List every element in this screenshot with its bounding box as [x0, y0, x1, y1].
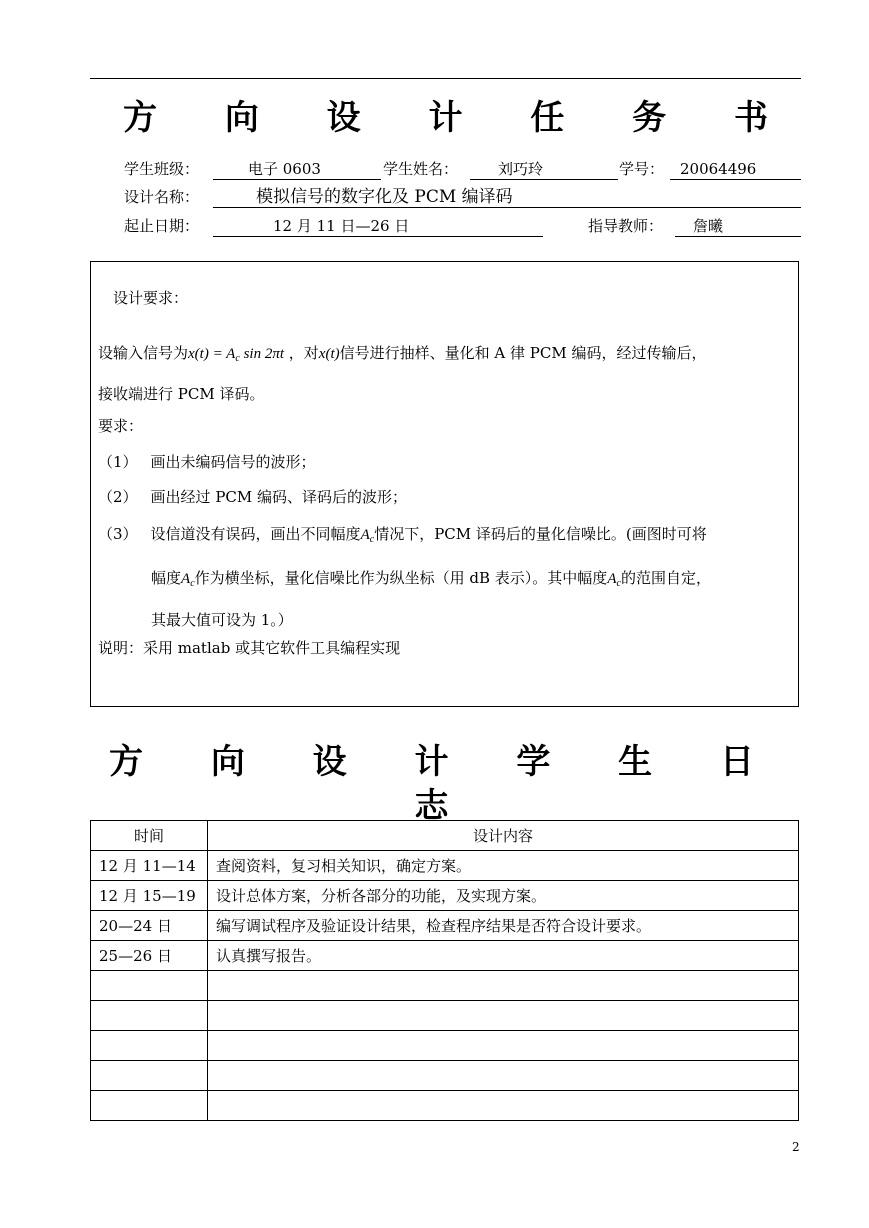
- table-row: [91, 851, 799, 881]
- item-2-text: 画出经过 PCM 编码、译码后的波形；: [150, 488, 408, 506]
- formula-tail: sin 2πt: [239, 346, 284, 362]
- name-field: [470, 159, 618, 180]
- header-time: 时间: [91, 821, 208, 851]
- date-field: [213, 216, 543, 237]
- content-cell: [208, 1031, 799, 1061]
- item-3-line2-c: 的范围自定，: [620, 569, 711, 587]
- table-row: [91, 1091, 799, 1121]
- item-1: [98, 452, 316, 472]
- table-row: [91, 1031, 799, 1061]
- intro-text-a: 设输入信号为: [98, 344, 189, 362]
- amplitude-symbol: A: [181, 571, 191, 587]
- requirements-intro-line2: 接收端进行 PCM 译码。: [98, 385, 265, 403]
- table-row: [91, 941, 799, 971]
- item-3-line2: [151, 568, 711, 594]
- content-cell: 设计总体方案，分析各部分的功能，及实现方案。: [208, 881, 799, 911]
- signal-xt: x(t): [318, 346, 340, 362]
- time-cell: 20—24 日: [91, 911, 208, 941]
- item-1-number: （1）: [98, 453, 138, 471]
- design-label: 设计名称：: [124, 188, 200, 206]
- item-3-text-b: 情况下，PCM 译码后的量化信噪比。(画图时可将: [374, 525, 707, 543]
- requirements-heading: 设计要求：: [113, 289, 189, 307]
- item-3-number: （3）: [98, 525, 138, 543]
- time-cell: 25—26 日: [91, 941, 208, 971]
- requirements-intro: [98, 343, 706, 369]
- time-cell: [91, 1061, 208, 1091]
- header-content: 设计内容: [208, 821, 799, 851]
- id-field: [670, 159, 801, 180]
- item-1-text: 画出未编码信号的波形；: [150, 453, 316, 471]
- log-table: [90, 820, 799, 1121]
- design-field: [213, 187, 801, 208]
- time-cell: [91, 1031, 208, 1061]
- amplitude-symbol: A: [607, 571, 617, 587]
- design-value: 模拟信号的数字化及 PCM 编译码: [256, 187, 513, 207]
- class-field: [213, 159, 381, 180]
- time-cell: 12 月 11—14: [91, 851, 208, 881]
- content-cell: [208, 1001, 799, 1031]
- item-3-line2-a: 幅度: [151, 569, 182, 587]
- content-cell: [208, 1091, 799, 1121]
- name-value: 刘巧玲: [498, 160, 544, 178]
- content-cell: [208, 971, 799, 1001]
- time-cell: 12 月 15—19: [91, 881, 208, 911]
- amplitude-subscript: c: [369, 534, 375, 545]
- amplitude-symbol: A: [360, 527, 370, 543]
- amplitude-subscript: c: [616, 578, 621, 589]
- content-cell: 查阅资料，复习相关知识，确定方案。: [208, 851, 799, 881]
- requirements-label: 要求：: [98, 417, 144, 435]
- intro-text-c: 信号进行抽样、量化和 A 律 PCM 编码，经过传输后，: [339, 344, 707, 362]
- log-table-header: [91, 821, 799, 851]
- table-row: [91, 911, 799, 941]
- time-cell: [91, 1091, 208, 1121]
- task-title: 方 向 设 计 任 务 书: [122, 98, 797, 138]
- id-value: 20064496: [680, 160, 757, 178]
- table-row: [91, 971, 799, 1001]
- name-label: 学生姓名：: [383, 160, 459, 178]
- content-cell: 认真撰写报告。: [208, 941, 799, 971]
- formula-sub: c: [235, 353, 240, 364]
- time-cell: [91, 971, 208, 1001]
- item-2-number: （2）: [98, 488, 138, 506]
- table-row: [91, 1001, 799, 1031]
- log-title: 方 向 设 计 学 生 日 志: [108, 742, 783, 826]
- class-label: 学生班级：: [124, 160, 200, 178]
- item-2: [98, 487, 407, 507]
- content-cell: 编写调试程序及验证设计结果，检查程序结果是否符合设计要求。: [208, 911, 799, 941]
- teacher-label: 指导教师：: [588, 217, 664, 235]
- table-row: [91, 881, 799, 911]
- teacher-field: [675, 216, 801, 237]
- requirements-box: [90, 261, 799, 707]
- date-label: 起止日期：: [124, 217, 200, 235]
- item-3-line2-b: 作为横坐标，量化信噪比作为纵坐标（用 dB 表示）。其中幅度: [194, 569, 608, 587]
- intro-text-b: ，对: [288, 344, 319, 362]
- requirements-note: 说明：采用 matlab 或其它软件工具编程实现: [98, 639, 401, 657]
- date-value: 12 月 11 日—26 日: [273, 217, 410, 235]
- teacher-value: 詹曦: [693, 217, 724, 235]
- time-cell: [91, 1001, 208, 1031]
- content-cell: [208, 1061, 799, 1091]
- page-number: 2: [792, 1140, 800, 1154]
- table-row: [91, 1061, 799, 1091]
- top-rule: [90, 78, 801, 79]
- formula-main: x(t) = A: [188, 346, 236, 362]
- formula: [188, 346, 284, 362]
- item-3-line3: 其最大值可设为 1。）: [151, 611, 293, 629]
- id-label: 学号：: [619, 160, 665, 178]
- item-3: [98, 524, 707, 550]
- class-value: 电子 0603: [248, 160, 321, 178]
- amplitude-subscript: c: [190, 578, 195, 589]
- item-3-text-a: 设信道没有误码，画出不同幅度: [150, 525, 361, 543]
